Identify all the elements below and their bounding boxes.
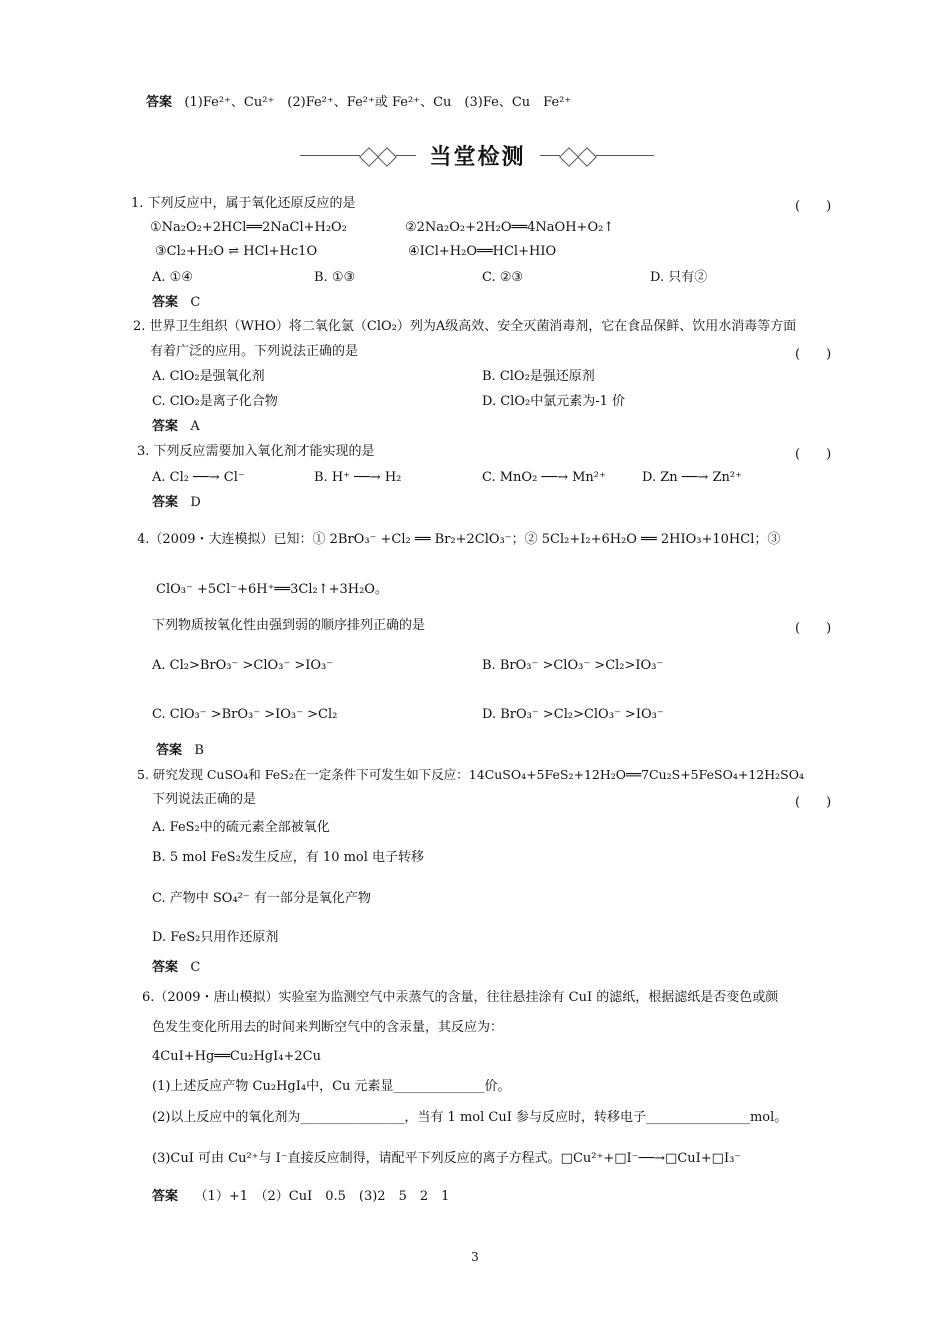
q5-answer-paren: ( ) (795, 795, 832, 810)
q4-answer-paren: ( ) (795, 621, 832, 636)
q6-answer-row (152, 1188, 449, 1206)
answer-text: (1)Fe²⁺、Cu²⁺ (2)Fe²⁺、Fe²⁺或 Fe²⁺、Cu (3)Fe、Cu Fe²⁺ (184, 95, 572, 110)
q1-option-b: B. ①③ (314, 270, 356, 285)
answer-label: 答案 (152, 960, 179, 975)
answer-label: 答案 (156, 743, 183, 758)
q5-stem-line-2: 下列说法正确的是 (152, 792, 257, 807)
q1-answer: C (190, 295, 201, 310)
ornament-icon (377, 147, 397, 167)
q1-answer-row (152, 294, 200, 312)
q3-option-a: A. Cl₂ ──→ Cl⁻ (152, 470, 245, 485)
q1-option-c: C. ②③ (482, 270, 524, 285)
q4-option-d: D. BrO₃⁻ >Cl₂>ClO₃⁻ >IO₃⁻ (482, 707, 664, 722)
q2-stem-line-2: 有着广泛的应用。下列说法正确的是 (150, 344, 359, 359)
q6-stem-line-1: 6.（2009・唐山模拟）实验室为监测空气中汞蒸气的含量，往往悬挂涂有 CuI 的滤纸，根据滤纸是否变色或颜 (142, 990, 779, 1005)
q1-reaction-2: ②2Na₂O₂+2H₂O══4NaOH+O₂↑ (405, 220, 615, 235)
q5-stem-line-1: 5. 研究发现 CuSO₄和 FeS₂在一定条件下可发生如下反应：14CuSO₄+5FeS₂+12H₂O══7Cu₂S+5FeSO₄+12H₂SO₄ (137, 767, 804, 782)
answer-label: 答案 (152, 1189, 179, 1204)
q3-answer-row (152, 494, 201, 512)
section-title: 当堂检测 (429, 145, 526, 170)
section-title-banner (300, 140, 655, 172)
q3-answer: D (190, 495, 201, 510)
q3-stem: 3. 下列反应需要加入氧化剂才能实现的是 (137, 444, 375, 459)
q5-answer: C (190, 960, 201, 975)
q4-stem-line-1: 4.（2009・大连模拟）已知：① 2BrO₃⁻ +Cl₂ ══ Br₂+2ClO₃⁻；② 5Cl₂+I₂+6H₂O ══ 2HIO₃+10HCl；③ (137, 532, 781, 547)
q2-answer: A (190, 419, 200, 434)
q2-stem-line-1: 2. 世界卫生组织（WHO）将二氧化氯（ClO₂）列为A级高效、安全灭菌消毒剂，它在食品保鲜、饮用水消毒等方面 (133, 319, 797, 334)
divider (300, 155, 360, 156)
q3-answer-paren: ( ) (795, 447, 832, 462)
divider (596, 155, 654, 156)
q6-answer: （1）+1 （2）CuI 0.5 (3)2 5 2 1 (194, 1189, 450, 1204)
q6-part-3: (3)CuI 可由 Cu²⁺与 I⁻直接反应制得，请配平下列反应的离子方程式。□Cu²⁺+□I⁻──→□CuI+□I₃⁻ (152, 1151, 742, 1166)
answer-label: 答案 (152, 295, 179, 310)
q4-option-b: B. BrO₃⁻ >ClO₃⁻ >Cl₂>IO₃⁻ (482, 658, 664, 673)
q1-stem: 1. 下列反应中，属于氧化还原反应的是 (131, 196, 356, 211)
q6-part-1: (1)上述反应产物 Cu₂HgI₄中，Cu 元素显______________价。 (152, 1079, 511, 1094)
ornament-icon (577, 147, 597, 167)
q3-option-b: B. H⁺ ──→ H₂ (314, 470, 402, 485)
q2-option-d: D. ClO₂中氯元素为-1 价 (482, 394, 625, 409)
q2-option-a: A. ClO₂是强氧化剂 (152, 369, 265, 384)
q6-stem-line-2: 色发生变化所用去的时间来判断空气中的含汞量，其反应为： (152, 1020, 504, 1035)
q3-option-c: C. MnO₂ ──→ Mn²⁺ (482, 470, 606, 485)
q4-answer: B (194, 743, 204, 758)
q4-answer-row (156, 742, 204, 760)
q2-option-b: B. ClO₂是强还原剂 (482, 369, 595, 384)
q5-answer-row (152, 959, 200, 977)
q4-stem-line-2: ClO₃⁻ +5Cl⁻+6H⁺══3Cl₂↑+3H₂O。 (156, 582, 388, 597)
q4-option-c: C. ClO₃⁻ >BrO₃⁻ >IO₃⁻ >Cl₂ (152, 707, 338, 722)
q1-reaction-1: ①Na₂O₂+2HCl══2NaCl+H₂O₂ (150, 220, 347, 235)
answer-label: 答案 (152, 495, 179, 510)
page-number: 3 (471, 1250, 479, 1264)
q1-option-a: A. ①④ (152, 270, 193, 285)
q1-reaction-4: ④ICl+H₂O══HCl+HIO (408, 244, 557, 259)
q1-option-d: D. 只有② (650, 270, 708, 285)
divider (396, 155, 416, 156)
q3-option-d: D. Zn ──→ Zn²⁺ (642, 470, 742, 485)
answer-label: 答案 (146, 95, 173, 110)
q1-answer-paren: ( ) (795, 199, 832, 214)
q4-option-a: A. Cl₂>BrO₃⁻ >ClO₃⁻ >IO₃⁻ (152, 658, 334, 673)
q4-stem-line-3: 下列物质按氧化性由强到弱的顺序排列正确的是 (152, 618, 426, 633)
q5-option-c: C. 产物中 SO₄²⁻ 有一部分是氧化产物 (152, 891, 371, 906)
divider (540, 155, 560, 156)
ornament-icon (559, 147, 579, 167)
q6-part-2: (2)以上反应中的氧化剂为________________，当有 1 mol CuI 参与反应时，转移电子________________mol。 (152, 1110, 788, 1125)
q2-option-c: C. ClO₂是离子化合物 (152, 394, 278, 409)
answer-label: 答案 (152, 419, 179, 434)
q2-answer-paren: ( ) (795, 347, 832, 362)
q1-reaction-3: ③Cl₂+H₂O ⇌ HCl+Hc1O (155, 244, 318, 259)
q5-option-b: B. 5 mol FeS₂发生反应，有 10 mol 电子转移 (152, 850, 425, 865)
q2-answer-row (152, 418, 200, 436)
q6-equation: 4CuI+Hg══Cu₂HgI₄+2Cu (152, 1049, 321, 1064)
ornament-icon (359, 147, 379, 167)
q5-option-d: D. FeS₂只用作还原剂 (152, 930, 279, 945)
prev-answer-row (146, 94, 571, 112)
q5-option-a: A. FeS₂中的硫元素全部被氧化 (152, 820, 330, 835)
